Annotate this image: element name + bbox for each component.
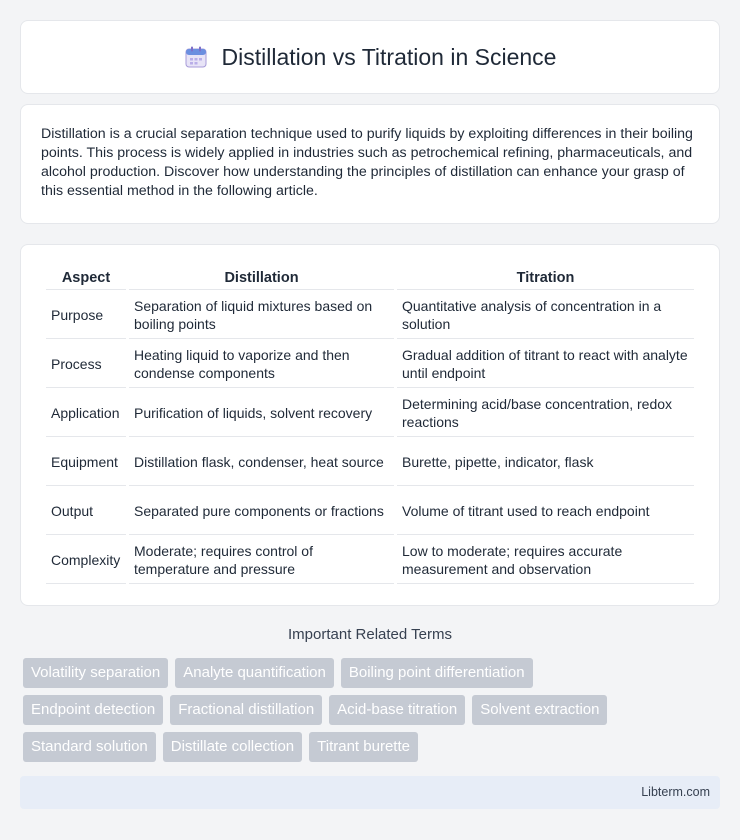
cell-titration: Low to moderate; requires accurate measurement and observation (397, 537, 694, 584)
cell-titration: Volume of titrant used to reach endpoint (397, 488, 694, 535)
related-terms (23, 658, 723, 769)
term-tag[interactable]: Endpoint detection (23, 695, 163, 725)
cell-distillation: Distillation flask, condenser, heat source (129, 439, 394, 486)
table-row (46, 488, 694, 535)
table-row (46, 390, 694, 437)
cell-distillation: Moderate; requires control of temperature and pressure (129, 537, 394, 584)
table-row (46, 292, 694, 339)
cell-distillation: Purification of liquids, solvent recovery (129, 390, 394, 437)
footer-link[interactable]: Libterm.com (641, 785, 710, 799)
term-tag[interactable]: Distillate collection (163, 732, 302, 762)
footer (20, 776, 720, 809)
cell-aspect: Equipment (46, 439, 126, 486)
calendar-icon (184, 45, 208, 69)
cell-distillation: Separation of liquid mixtures based on boiling points (129, 292, 394, 339)
cell-aspect: Output (46, 488, 126, 535)
intro-card (20, 104, 720, 224)
comparison-card (20, 244, 720, 606)
cell-aspect: Application (46, 390, 126, 437)
header-card (20, 20, 720, 94)
term-tag[interactable]: Standard solution (23, 732, 156, 762)
term-tag[interactable]: Acid-base titration (329, 695, 465, 725)
cell-titration: Quantitative analysis of concentration in a solution (397, 292, 694, 339)
cell-aspect: Purpose (46, 292, 126, 339)
cell-distillation: Separated pure components or fractions (129, 488, 394, 535)
term-tag[interactable]: Fractional distillation (170, 695, 322, 725)
cell-titration: Burette, pipette, indicator, flask (397, 439, 694, 486)
related-terms-title: Important Related Terms (288, 626, 452, 643)
cell-aspect: Complexity (46, 537, 126, 584)
cell-distillation: Heating liquid to vaporize and then condense components (129, 341, 394, 388)
cell-titration: Gradual addition of titrant to react with analyte until endpoint (397, 341, 694, 388)
term-tag[interactable]: Solvent extraction (472, 695, 607, 725)
table-row (46, 439, 694, 486)
comparison-table (43, 265, 697, 586)
header-aspect: Aspect (46, 267, 126, 290)
cell-aspect: Process (46, 341, 126, 388)
intro-text: Distillation is a crucial separation technique used to purify liquids by exploiting differences in their boiling points. This process is widely applied in industries such as petrochemical refining, pharmaceuticals, and alcohol production. Discover how understanding the principles of distillation can enhance your grasp of this essential method in the following article. (41, 126, 693, 199)
term-tag[interactable]: Analyte quantification (175, 658, 334, 688)
header-distillation: Distillation (129, 267, 394, 290)
term-tag[interactable]: Boiling point differentiation (341, 658, 533, 688)
table-row (46, 537, 694, 584)
term-tag[interactable]: Volatility separation (23, 658, 168, 688)
header-titration: Titration (397, 267, 694, 290)
cell-titration: Determining acid/base concentration, redox reactions (397, 390, 694, 437)
page-title: Distillation vs Titration in Science (221, 43, 557, 70)
term-tag[interactable]: Titrant burette (309, 732, 418, 762)
table-row (46, 341, 694, 388)
